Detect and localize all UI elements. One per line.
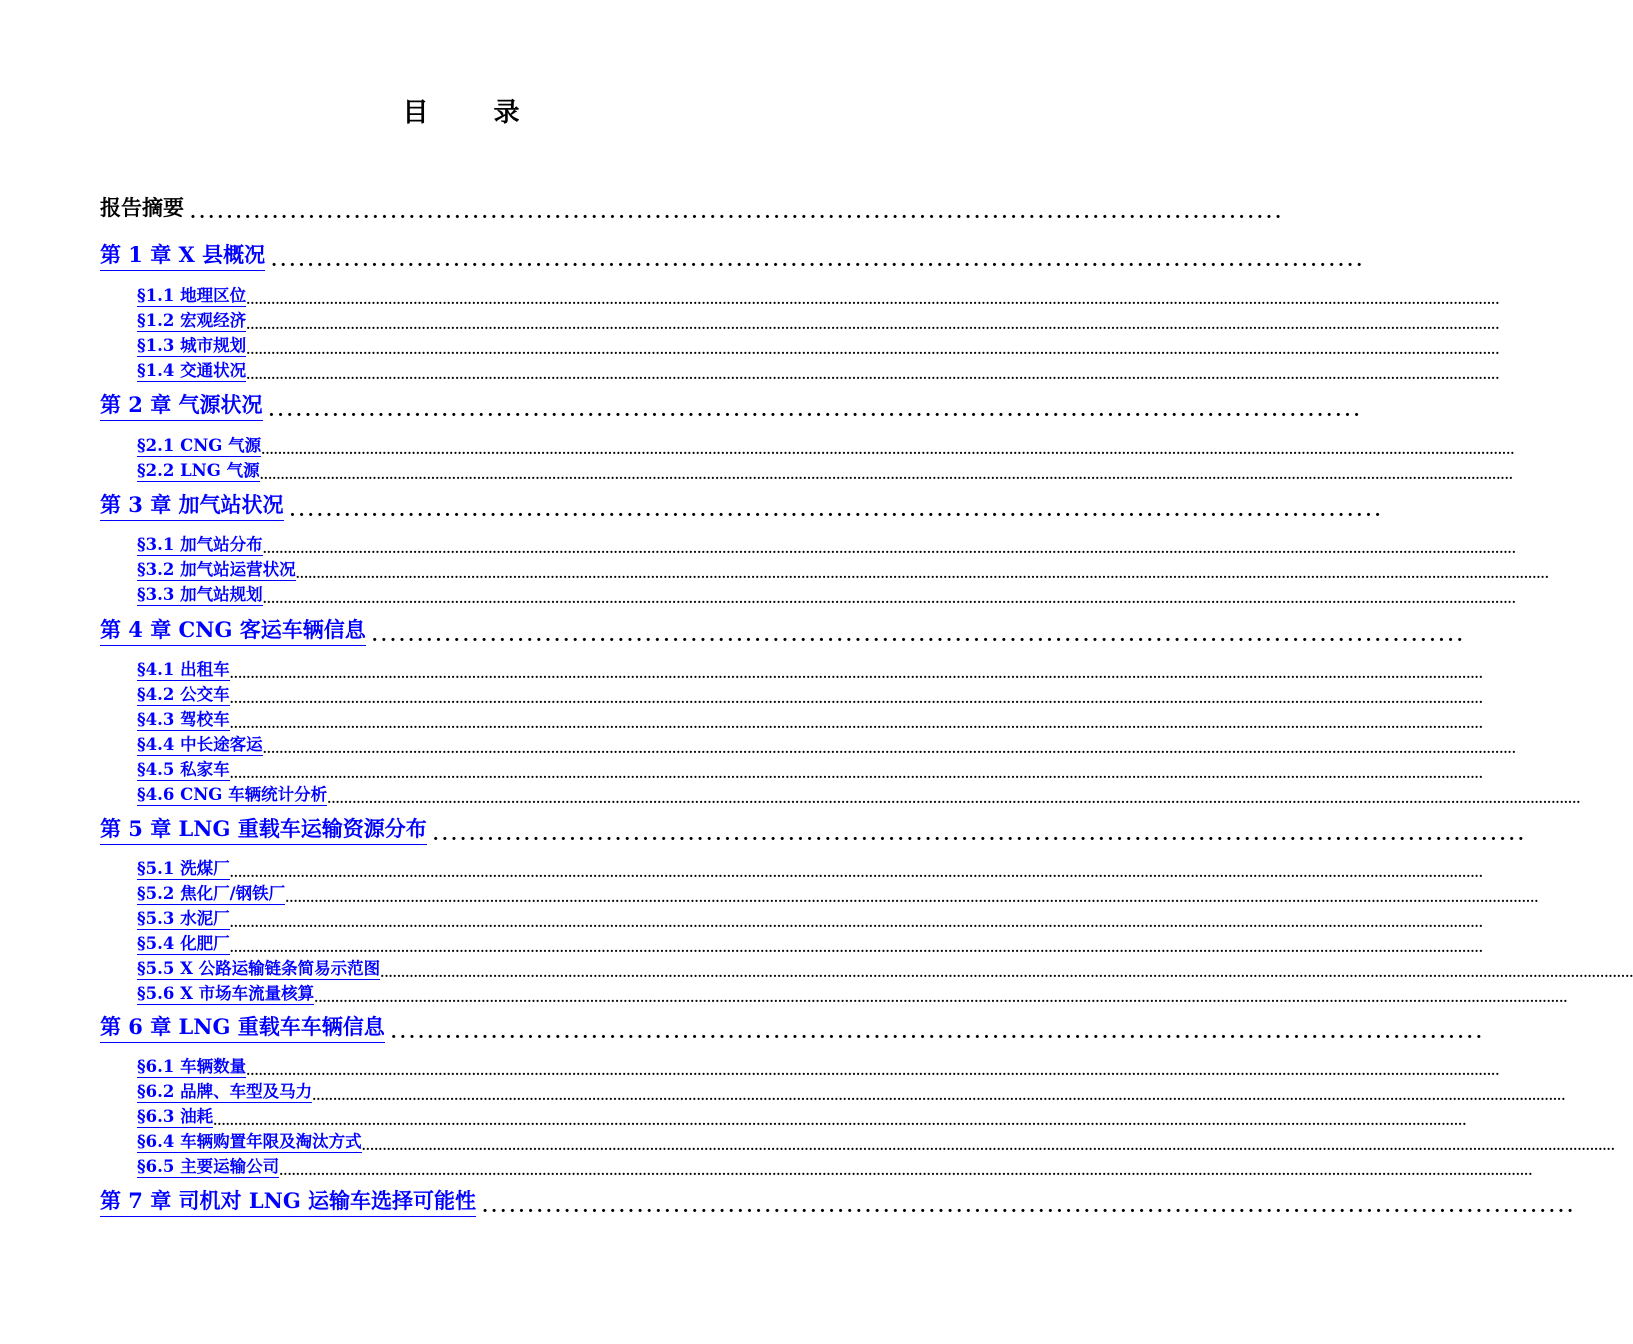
section-link[interactable]: §3.1 加气站分布 [137,531,263,556]
toc-section[interactable] [137,1079,1566,1103]
dot-leader: ........................................................................................................................ [271,251,1366,271]
toc-section[interactable] [137,532,1516,556]
toc-section[interactable] [137,458,1513,482]
section-link[interactable]: §6.4 车辆购置年限及淘汰方式 [137,1128,362,1153]
dot-leader: ........................................................................................................................ [268,401,1363,421]
section-link[interactable]: §2.2 LNG 气源 [137,457,260,482]
toc-chapter-7[interactable] [100,1187,1577,1217]
section-link[interactable]: §3.3 加气站规划 [137,581,263,606]
section-link[interactable]: §3.2 加气站运营状况 [137,556,296,581]
dot-leader: ........................................................................................................................ [390,1023,1485,1043]
dot-leader: ........................................................................................................................ [371,626,1466,646]
toc-section[interactable] [137,981,1568,1005]
toc-section[interactable] [137,732,1516,756]
chapter-link[interactable]: 第 6 章 LNG 重载车车辆信息 [100,1011,385,1043]
dot-leader: ............................................................................................................................................................................................................................................................................................................ [380,965,1633,980]
toc-section[interactable] [137,782,1581,806]
toc-section[interactable] [137,657,1483,681]
toc-chapter-3[interactable] [100,491,1384,521]
dot-leader: ............................................................................................................................................................................................................................................................................................................ [279,1163,1533,1178]
section-link[interactable]: §4.4 中长途客运 [137,731,263,756]
toc-section[interactable] [137,757,1483,781]
dot-leader: ............................................................................................................................................................................................................................................................................................................ [246,317,1500,332]
section-link[interactable]: §4.5 私家车 [137,756,230,781]
section-link[interactable]: §6.5 主要运输公司 [137,1153,279,1178]
toc-section[interactable] [137,881,1539,905]
section-link[interactable]: §1.1 地理区位 [137,282,246,307]
section-link[interactable]: §2.1 CNG 气源 [137,432,261,457]
toc-section[interactable] [137,956,1633,980]
chapter-link[interactable]: 第 5 章 LNG 重载车运输资源分布 [100,813,427,845]
toc-section[interactable] [137,1154,1533,1178]
section-link[interactable]: §1.3 城市规划 [137,332,246,357]
dot-leader: ............................................................................................................................................................................................................................................................................................................ [213,1113,1467,1128]
toc-chapter-1[interactable] [100,241,1366,271]
toc-section[interactable] [137,308,1500,332]
dot-leader: ........................................................................................................................ [432,825,1527,845]
dot-leader: ............................................................................................................................................................................................................................................................................................................ [229,766,1483,781]
toc-section[interactable] [137,1129,1615,1153]
toc-section[interactable] [137,582,1516,606]
toc-section[interactable] [137,283,1500,307]
dot-leader: ............................................................................................................................................................................................................................................................................................................ [229,691,1483,706]
dot-leader: ............................................................................................................................................................................................................................................................................................................ [361,1138,1615,1153]
chapter-link[interactable]: 第 3 章 加气站状况 [100,489,284,521]
section-link[interactable]: §1.4 交通状况 [137,357,246,382]
dot-leader: ............................................................................................................................................................................................................................................................................................................ [246,342,1500,357]
toc-section[interactable] [137,433,1515,457]
toc-section[interactable] [137,931,1483,955]
section-link[interactable]: §5.2 焦化厂/钢铁厂 [137,880,285,905]
section-link[interactable]: §4.1 出租车 [137,656,230,681]
dot-leader: ............................................................................................................................................................................................................................................................................................................ [262,591,1516,606]
dot-leader: ............................................................................................................................................................................................................................................................................................................ [246,293,1500,307]
dot-leader: ............................................................................................................................................................................................................................................................................................................ [262,741,1516,756]
dot-leader: ............................................................................................................................................................................................................................................................................................................ [262,542,1516,556]
dot-leader: ............................................................................................................................................................................................................................................................................................................ [229,940,1483,955]
toc-section[interactable] [137,682,1483,706]
dot-leader: ............................................................................................................................................................................................................................................................................................................ [327,791,1581,806]
section-link[interactable]: §4.3 驾校车 [137,706,230,731]
dot-leader: ............................................................................................................................................................................................................................................................................................................ [229,716,1483,731]
dot-leader: ............................................................................................................................................................................................................................................................................................................ [259,467,1513,482]
chapter-label: 报告摘要 [100,195,184,220]
dot-leader: ........................................................................................................................ [289,501,1384,521]
section-link[interactable]: §4.6 CNG 车辆统计分析 [137,781,327,806]
chapter-link[interactable]: 第 7 章 司机对 LNG 运输车选择可能性 [100,1185,476,1217]
dot-leader: ............................................................................................................................................................................................................................................................................................................ [295,566,1549,581]
dot-leader: ............................................................................................................................................................................................................................................................................................................ [229,667,1483,681]
chapter-link[interactable]: 第 2 章 气源状况 [100,389,263,421]
dot-leader: ............................................................................................................................................................................................................................................................................................................ [246,367,1500,382]
dot-leader: ............................................................................................................................................................................................................................................................................................................ [285,890,1539,905]
section-link[interactable]: §5.4 化肥厂 [137,930,230,955]
toc-section[interactable] [137,557,1549,581]
dot-leader: ............................................................................................................................................................................................................................................................................................................ [229,866,1483,880]
toc-section[interactable] [137,333,1500,357]
toc-section[interactable] [137,707,1483,731]
dot-leader: ............................................................................................................................................................................................................................................................................................................ [312,1088,1566,1103]
toc-chapter-4[interactable] [100,616,1466,646]
toc-section[interactable] [137,1054,1500,1078]
toc-section[interactable] [137,1104,1467,1128]
toc-chapter-6[interactable] [100,1013,1485,1043]
section-link[interactable]: §5.5 X 公路运输链条简易示范图 [137,955,380,980]
dot-leader: ............................................................................................................................................................................................................................................................................................................ [261,443,1515,457]
dot-leader: ............................................................................................................................................................................................................................................................................................................ [314,990,1568,1005]
section-link[interactable]: §5.3 水泥厂 [137,905,230,930]
toc-chapter-5[interactable] [100,815,1527,845]
toc-section[interactable] [137,906,1483,930]
toc-chapter-2[interactable] [100,391,1363,421]
toc-section[interactable] [137,856,1483,880]
dot-leader: ............................................................................................................................................................................................................................................................................................................ [246,1064,1500,1078]
section-link[interactable]: §5.6 X 市场车流量核算 [137,980,314,1005]
section-link[interactable]: §4.2 公交车 [137,681,230,706]
toc-chapter-0 [100,193,1285,223]
dot-leader: ........................................................................................................................ [190,203,1285,223]
chapter-link[interactable]: 第 4 章 CNG 客运车辆信息 [100,614,366,646]
section-link[interactable]: §6.3 油耗 [137,1103,213,1128]
section-link[interactable]: §6.1 车辆数量 [137,1053,246,1078]
dot-leader: ............................................................................................................................................................................................................................................................................................................ [229,915,1483,930]
dot-leader: ........................................................................................................................ [482,1197,1577,1217]
section-link[interactable]: §6.2 品牌、车型及马力 [137,1078,312,1103]
toc-section[interactable] [137,358,1500,382]
chapter-link[interactable]: 第 1 章 X 县概况 [100,239,265,271]
section-link[interactable]: §5.1 洗煤厂 [137,855,230,880]
toc-title: 目 录 [402,98,548,128]
section-link[interactable]: §1.2 宏观经济 [137,307,246,332]
